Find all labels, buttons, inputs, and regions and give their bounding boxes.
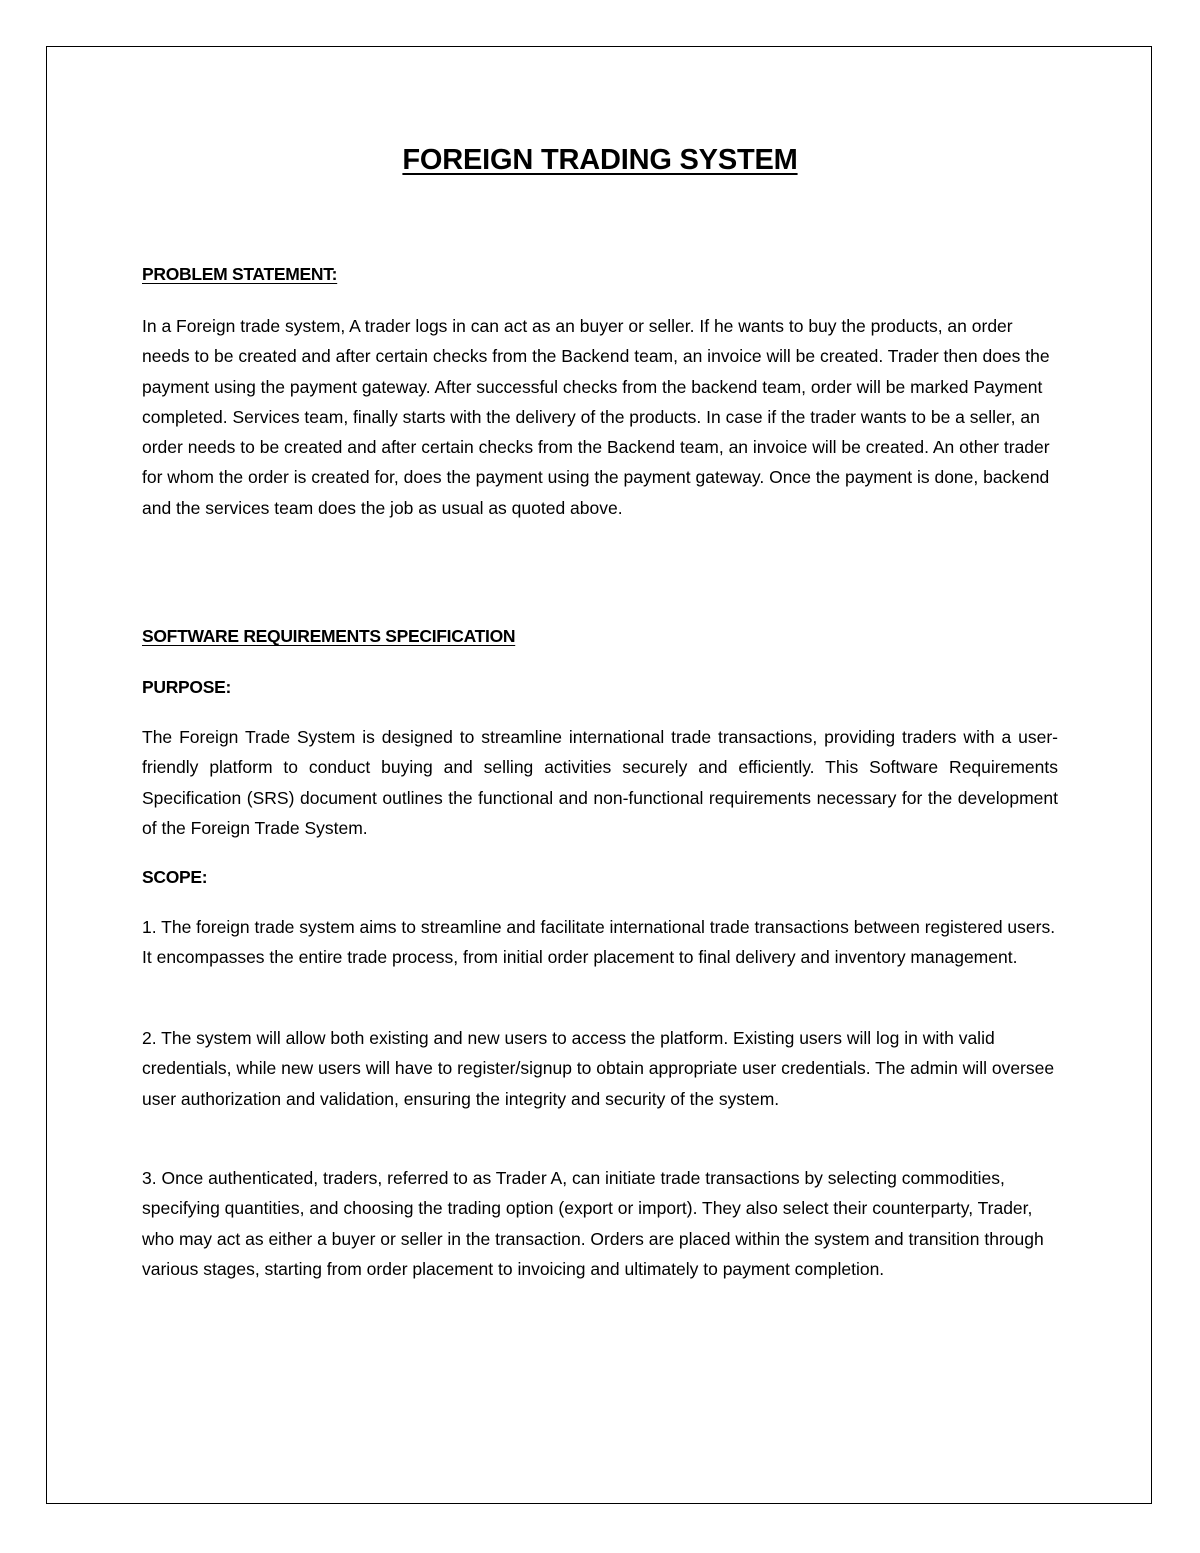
purpose-heading: PURPOSE:: [142, 677, 232, 697]
scope-item-3: 3. Once authenticated, traders, referred to as Trader A, can initiate trade transactions by selecting commodities, specifying quantities, and choosing the trading option (export or import). They also select their counterparty, Trader, who may act as either a buyer or seller in the transaction. Orders are placed within the system and transition through various stages, starting from order placement to invoicing and ultimately to payment completion.: [142, 1168, 1044, 1279]
problem-statement-heading: PROBLEM STATEMENT:: [142, 264, 338, 284]
scope-item-1: 1. The foreign trade system aims to streamline and facilitate international trade transactions between registered users. It encompasses the entire trade process, from initial order placement to final delivery and inventory management.: [142, 917, 1056, 968]
scope-heading: SCOPE:: [142, 867, 208, 887]
scope-item-2: 2. The system will allow both existing and new users to access the platform. Existing users will log in with valid credentials, while new users will have to register/signup to obtain appropriate user credentials. The admin will oversee user authorization and validation, ensuring the integrity and security of the system.: [142, 1028, 1055, 1109]
srs-heading: SOFTWARE REQUIREMENTS SPECIFICATION: [142, 626, 516, 646]
purpose-paragraph: The Foreign Trade System is designed to streamline international trade transactions, providing traders with a user-friendly platform to conduct buying and selling activities securely and efficiently. This Software Requirements Specification (SRS) document outlines the functional and non-functional requirements necessary for the development of the Foreign Trade System.: [142, 727, 1058, 838]
document-title: FOREIGN TRADING SYSTEM: [402, 144, 798, 176]
problem-statement-paragraph: In a Foreign trade system, A trader logs in can act as an buyer or seller. If he wants to buy the products, an order needs to be created and after certain checks from the Backend team, an invoice will be created. Trader then does the payment using the payment gateway. After successful checks from the backend team, order will be marked Payment completed. Services team, finally starts with the delivery of the products. In case if the trader wants to be a seller, an order needs to be created and after certain checks from the Backend team, an invoice will be created. An other trader for whom the order is created for, does the payment using the payment gateway. Once the payment is done, backend and the services team does the job as usual as quoted above.: [142, 316, 1050, 518]
